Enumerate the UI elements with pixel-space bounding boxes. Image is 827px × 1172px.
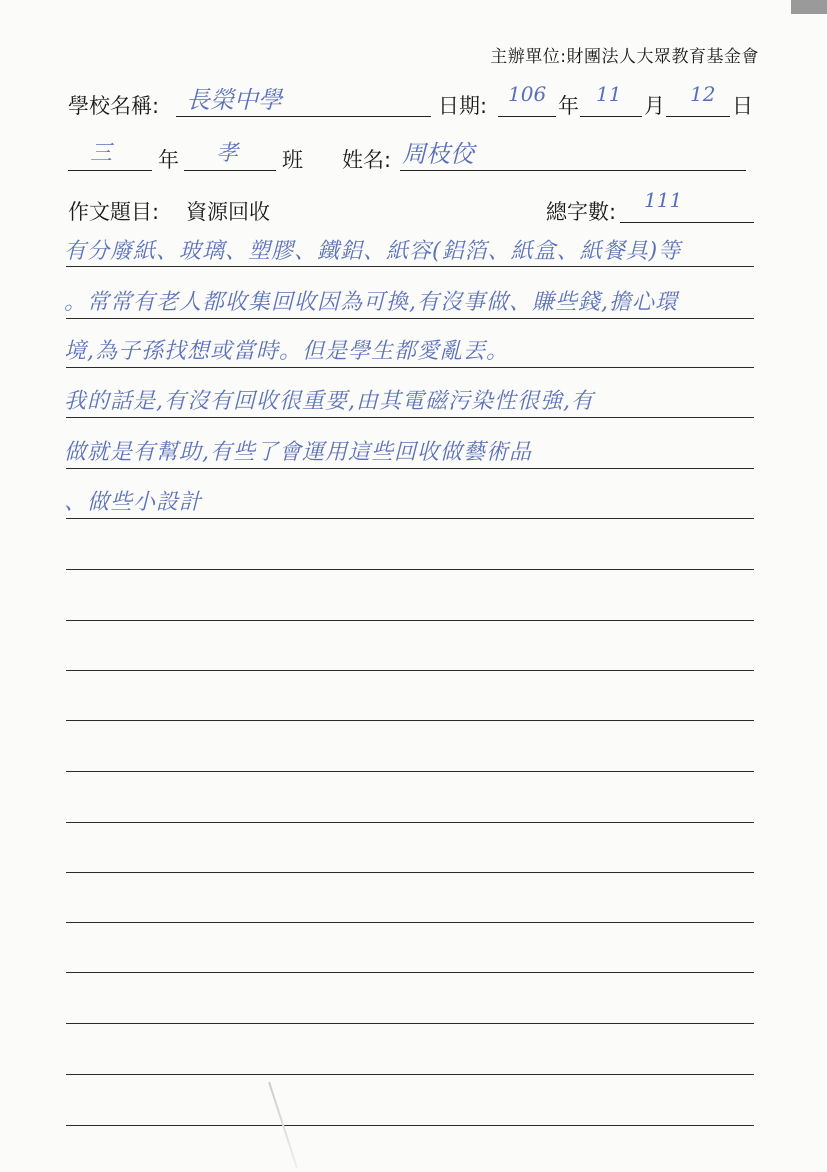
organizer-header: 主辦單位:財團法人大眾教育基金會 — [490, 47, 759, 67]
essay-line-1: 有分廢紙、玻璃、塑膠、鐵鋁、紙容(鋁箔、紙盒、紙餐具)等 — [64, 239, 682, 264]
school-value: 長榮中學 — [186, 86, 282, 114]
essay-line-6: 、做些小設計 — [64, 490, 203, 515]
essay-line-4: 我的話是,有沒有回收很重要,由其電磁污染性很強,有 — [64, 389, 594, 414]
day-label: 日 — [732, 94, 753, 118]
ruled-line — [66, 922, 754, 923]
ruled-line — [66, 1074, 754, 1075]
school-date-row — [68, 82, 758, 120]
ruled-line — [66, 972, 754, 973]
grade-class-name-row — [68, 142, 758, 174]
wordcount-label: 總字數: — [546, 200, 617, 224]
ruled-line — [66, 771, 754, 772]
ruled-line — [66, 569, 754, 570]
topic-label: 作文題目: — [68, 200, 160, 224]
wordcount-value: 111 — [644, 188, 683, 212]
topic-row — [68, 188, 758, 226]
month-label: 月 — [644, 94, 665, 118]
grade-value: 三 — [90, 141, 113, 166]
ruled-line — [66, 720, 754, 721]
name-value: 周枝佼 — [402, 140, 474, 168]
essay-line-5: 做就是有幫助,有些了會運用這些回收做藝術品 — [64, 440, 532, 465]
year-label: 年 — [558, 94, 579, 118]
school-label: 學校名稱: — [68, 94, 160, 118]
ruled-line — [66, 670, 754, 671]
ruled-line — [66, 1125, 754, 1126]
ruled-line — [66, 1023, 754, 1024]
ruled-line — [66, 367, 754, 368]
ruled-line — [66, 318, 754, 319]
year-value: 106 — [508, 82, 547, 106]
ruled-line — [66, 266, 754, 267]
grade-label: 年 — [158, 148, 179, 172]
essay-line-3: 境,為子孫找想或當時。但是學生都愛亂丟。 — [64, 339, 509, 364]
month-value: 11 — [596, 82, 622, 106]
class-label: 班 — [282, 148, 303, 172]
class-value: 孝 — [216, 141, 239, 166]
topic-value: 資源回收 — [186, 200, 270, 224]
wordcount-field[interactable] — [620, 194, 754, 223]
ruled-line — [66, 822, 754, 823]
day-value: 12 — [690, 82, 716, 106]
ruled-line — [66, 620, 754, 621]
ruled-line — [66, 872, 754, 873]
name-label: 姓名: — [342, 148, 392, 172]
ruled-line — [66, 518, 754, 519]
date-label: 日期: — [438, 94, 488, 118]
ruled-line — [66, 468, 754, 469]
scan-edge-mark — [791, 0, 827, 14]
ruled-line — [66, 417, 754, 418]
essay-line-2: 。常常有老人都收集回收因為可換,有沒事做、賺些錢,擔心環 — [64, 290, 678, 315]
